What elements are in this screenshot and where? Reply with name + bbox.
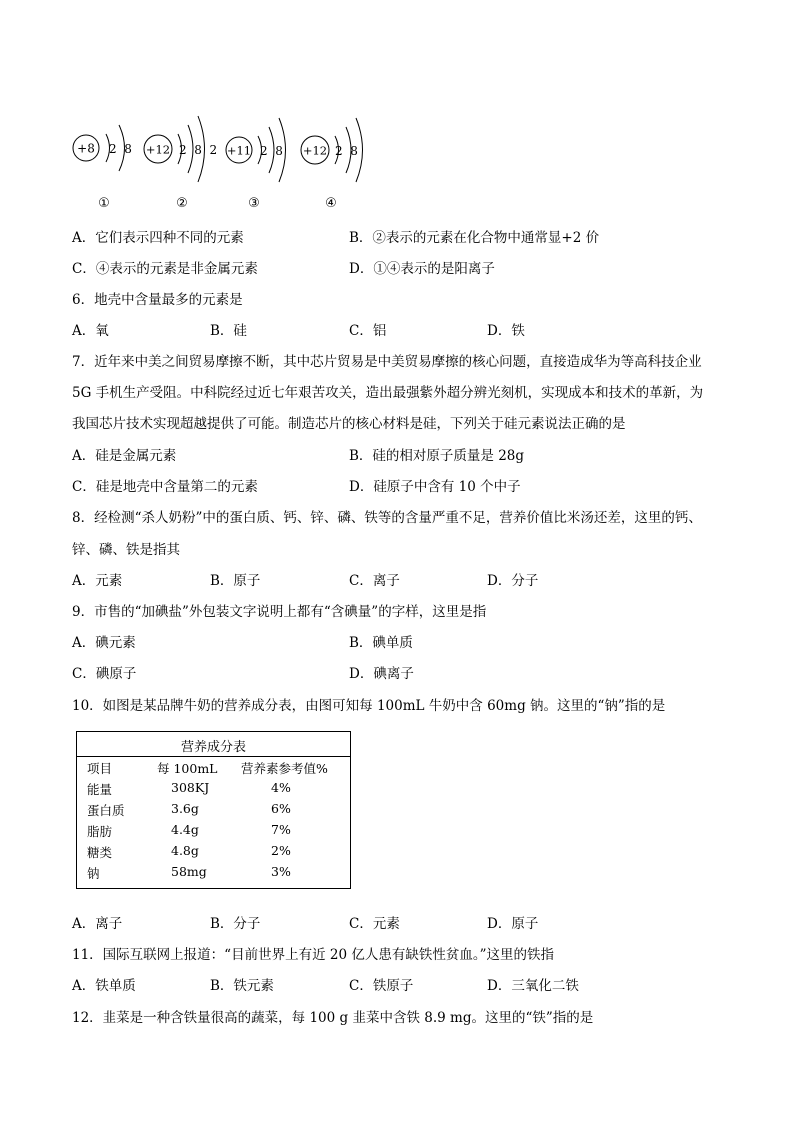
q12-stem: 12．韭菜是一种含铁量很高的蔬菜，每 100 g 韭菜中含铁 8.9 mg。这里的“铁”指的是	[72, 1010, 594, 1026]
nutrition-row-name: 钠	[87, 866, 100, 881]
q10-stem: 10．如图是某品牌牛奶的营养成分表，由图可知每 100mL 牛奶中含 60mg 钠。这里的“钠”指的是	[72, 698, 666, 714]
nutrition-facts-table	[76, 731, 351, 889]
nutrition-header-nrv: 营养素参考值%	[241, 761, 328, 776]
q7-stem-line2: 5G 手机生产受阻。中科院经过近七年艰苦攻关，造出最强紫外超分辨光刻机，实现成本和技术的革新，为	[72, 385, 704, 401]
q8-stem-line2: 锌、磷、铁是指其	[72, 542, 180, 558]
atom-2-label: ②	[176, 196, 188, 211]
q5-option-c: C．④表示的元素是非金属元素	[72, 261, 258, 277]
q10-option-a: A．离子	[72, 916, 123, 932]
q6-option-c: C．铝	[349, 323, 387, 339]
q11-option-a: A．铁单质	[72, 978, 136, 994]
q9-option-c: C．碘原子	[72, 666, 137, 682]
nutrition-row-nrv: 2%	[271, 843, 291, 858]
nutrition-row-nrv: 6%	[271, 801, 291, 816]
nutrition-row-name: 糖类	[87, 845, 113, 860]
q11-option-d: D．三氧化二铁	[487, 978, 579, 994]
nutrition-row-nrv: 3%	[271, 864, 291, 879]
atom-1-shells: 2 8	[109, 142, 132, 156]
q8-stem-line1: 8．经检测“杀人奶粉”中的蛋白质、钙、锌、磷、铁等的含量严重不足，营养价值比米汤还差，这里的钙、	[72, 510, 702, 526]
q6-option-b: B．硅	[210, 323, 247, 339]
nutrition-row-name: 蛋白质	[87, 803, 125, 818]
atom-diagram-1	[73, 125, 132, 211]
atom-structure-diagrams	[70, 112, 400, 212]
nutrition-header-per100ml: 每 100mL	[157, 761, 218, 776]
q6-stem: 6．地壳中含量最多的元素是	[72, 292, 243, 308]
q11-option-c: C．铁原子	[349, 978, 414, 994]
q10-option-b: B．分子	[210, 916, 261, 932]
atom-3-shells: 2 8	[260, 144, 283, 158]
q9-option-d: D．碘离子	[349, 666, 414, 682]
q5-option-a: A．它们表示四种不同的元素	[72, 230, 244, 246]
q7-stem-line1: 7．近年来中美之间贸易摩擦不断，其中芯片贸易是中美贸易摩擦的核心问题，直接造成华为等高科技企业	[72, 354, 702, 370]
nutrition-header-item: 项目	[87, 761, 113, 776]
q7-option-d: D．硅原子中含有 10 个中子	[349, 479, 521, 495]
q11-option-b: B．铁元素	[210, 978, 274, 994]
atom-4-shells: 2 8	[335, 144, 358, 158]
atom-4-label: ④	[325, 196, 337, 211]
q10-option-d: D．原子	[487, 916, 539, 932]
q9-option-a: A．碘元素	[72, 635, 136, 651]
atom-2-nucleus: +12	[145, 142, 171, 157]
atom-diagram-4	[301, 118, 363, 211]
q6-option-d: D．铁	[487, 323, 525, 339]
q9-option-b: B．碘单质	[349, 635, 413, 651]
nutrition-row-amount: 308KJ	[171, 780, 210, 795]
q8-option-a: A．元素	[72, 573, 123, 589]
q7-option-a: A．硅是金属元素	[72, 448, 177, 464]
atom-1-label: ①	[98, 196, 110, 211]
nutrition-row-nrv: 4%	[271, 780, 291, 795]
q7-option-c: C．硅是地壳中含量第二的元素	[72, 479, 258, 495]
q11-stem: 11．国际互联网上报道：“目前世界上有近 20 亿人患有缺铁性贫血。”这里的铁指	[72, 947, 554, 963]
atom-3-label: ③	[248, 196, 260, 211]
q10-option-c: C．元素	[349, 916, 400, 932]
atom-3-nucleus: +11	[226, 143, 252, 158]
nutrition-row-amount: 58mg	[171, 864, 207, 879]
atom-1-nucleus: +8	[77, 141, 95, 156]
nutrition-row-amount: 4.4g	[171, 822, 199, 837]
nutrition-row-name: 脂肪	[87, 824, 113, 839]
q8-option-c: C．离子	[349, 573, 400, 589]
atom-diagram-2	[144, 116, 217, 211]
q8-option-b: B．原子	[210, 573, 261, 589]
atom-diagram-3	[226, 118, 286, 211]
nutrition-row-amount: 3.6g	[171, 801, 199, 816]
atom-2-shells: 2 8 2	[179, 143, 218, 157]
nutrition-table-divider	[77, 756, 350, 757]
nutrition-row-name: 能量	[87, 782, 113, 797]
q5-option-d: D．①④表示的是阳离子	[349, 261, 495, 277]
atom-4-nucleus: +12	[302, 143, 328, 158]
q7-option-b: B．硅的相对原子质量是 28g	[349, 448, 525, 464]
q6-option-a: A．氧	[72, 323, 109, 339]
nutrition-row-amount: 4.8g	[171, 843, 199, 858]
q7-stem-line3: 我国芯片技术实现超越提供了可能。制造芯片的核心材料是硅，下列关于硅元素说法正确的是	[72, 416, 626, 432]
q5-option-b: B．②表示的元素在化合物中通常显+2 价	[349, 230, 600, 246]
q9-stem: 9．市售的“加碘盐”外包装文字说明上都有“含碘量”的字样，这里是指	[72, 604, 487, 620]
nutrition-table-title: 营养成分表	[180, 740, 246, 755]
q8-option-d: D．分子	[487, 573, 539, 589]
nutrition-row-nrv: 7%	[271, 822, 291, 837]
